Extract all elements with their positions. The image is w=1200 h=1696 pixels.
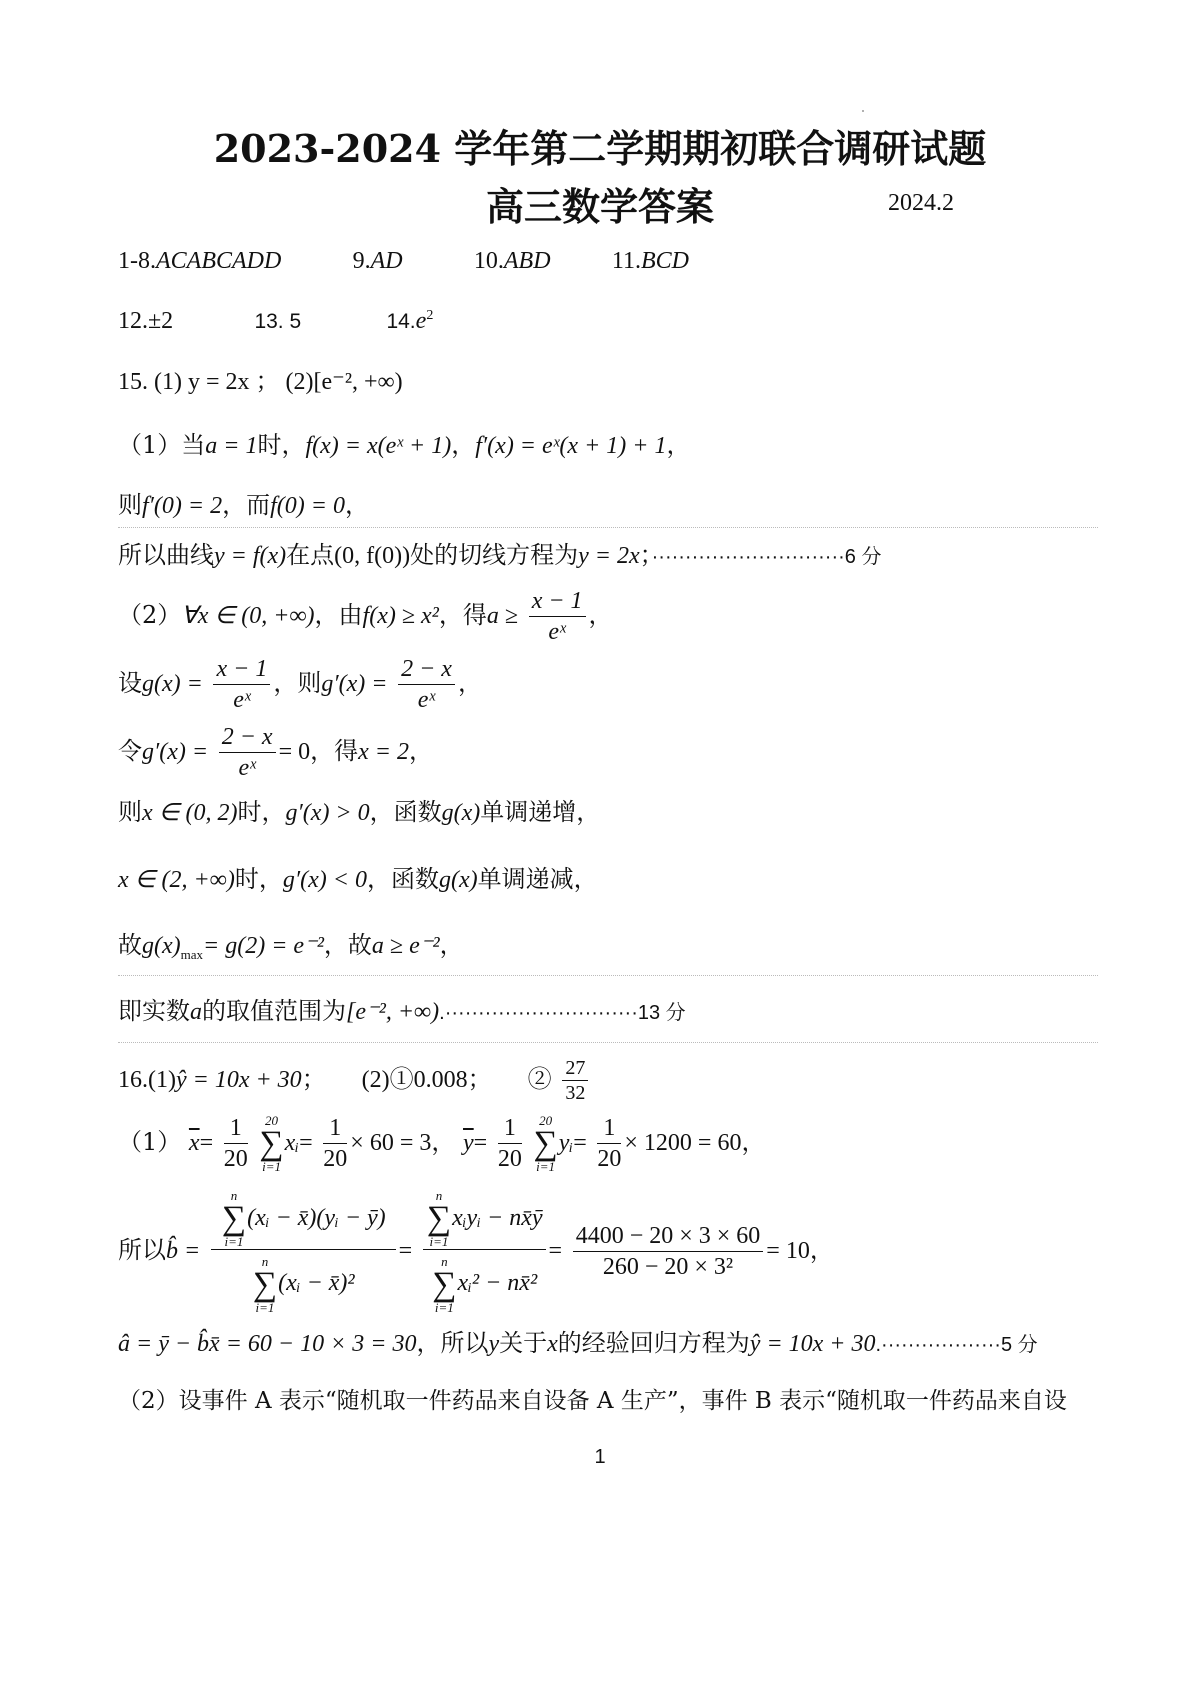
document-subtitle: 高三数学答案 [485, 184, 714, 229]
math: = [199, 1130, 214, 1156]
math: g′(x) < 0 [282, 867, 367, 893]
sum-upper: 20 [539, 1112, 553, 1128]
math: = [299, 1130, 313, 1156]
text: 令 [118, 737, 142, 765]
math: g(x) [441, 800, 481, 826]
sum-lower: i=1 [429, 1234, 449, 1250]
denominator: eˣ [238, 755, 256, 781]
math: x [547, 1331, 558, 1357]
denominator: 32 [565, 1082, 586, 1104]
numerator: xᵢyᵢ − nx̄ȳ [452, 1204, 543, 1231]
numerator: 1 [498, 1113, 522, 1144]
math: y = 2x [578, 543, 640, 569]
q15-line-3 [118, 540, 881, 572]
denominator: 20 [323, 1146, 348, 1172]
q1-8-answer: ACABCADD [156, 248, 282, 274]
denominator: 20 [597, 1146, 622, 1172]
text: 在点 [286, 541, 335, 569]
denominator: 20 [223, 1146, 248, 1172]
text: 单调递减， [477, 865, 598, 893]
choice-answers-line [118, 245, 689, 276]
sum-lower: i=1 [255, 1299, 275, 1315]
text: ， [809, 1236, 834, 1264]
q12-label: 12. [118, 308, 148, 334]
denominator: eˣ [417, 687, 436, 713]
q16-summary [118, 1048, 591, 1111]
math: y = f(x) [214, 543, 287, 569]
math: f(x) ≥ x² [362, 603, 439, 629]
sum-upper: n [441, 1253, 448, 1269]
math: f′(x) = eˣ(x + 1) + 1 [475, 433, 667, 459]
denominator: eˣ [548, 619, 566, 645]
text: ， [666, 431, 691, 459]
text: 即实数 [118, 997, 190, 1025]
math: a ≥ e⁻² [371, 933, 440, 959]
math: g′(x) = [142, 739, 209, 765]
text: 单调递增， [480, 798, 601, 826]
document-title: 2023-2024 学年第二学期期初联合调研试题 [213, 126, 987, 171]
fraction [213, 654, 270, 715]
math: = 10 [766, 1238, 810, 1264]
fill-answers-line [118, 301, 433, 337]
fraction [211, 1187, 396, 1316]
math: = [398, 1238, 413, 1264]
summation: n ∑ i=1 [252, 1253, 278, 1315]
text: ，函数 [366, 865, 439, 893]
numerator: x − 1 [213, 654, 270, 685]
section-divider [118, 527, 1098, 528]
text: ， [431, 1128, 456, 1156]
sum-lower: i=1 [262, 1158, 281, 1174]
numerator: x − 1 [529, 586, 586, 617]
text: ， [409, 737, 433, 765]
scan-speck [862, 110, 864, 112]
math: = 0 [278, 739, 311, 765]
text: 设 [118, 669, 142, 697]
q15-line-8 [118, 864, 598, 895]
math: x ∈ (2, +∞) [118, 867, 235, 893]
math: g′(x) > 0 [285, 800, 370, 826]
score: ·····························6 分 [651, 546, 882, 568]
q15-line-2 [118, 490, 369, 521]
numerator: 4400 − 20 × 3 × 60 [573, 1221, 764, 1252]
section-divider [118, 975, 1098, 976]
q9-answer: AD [370, 248, 403, 274]
sum-upper: 20 [265, 1112, 279, 1128]
q15-summary [118, 366, 403, 397]
text: 的经验回归方程为 [557, 1329, 750, 1357]
math: xᵢ [284, 1130, 300, 1156]
q10-label: 10. [473, 248, 504, 274]
numerator: (xᵢ − x̄)(yᵢ − ȳ) [247, 1204, 386, 1231]
math: a = 1 [205, 433, 258, 459]
q9-label: 9. [352, 248, 371, 274]
fraction [323, 1113, 347, 1174]
summation: 20 ∑ i=1 [259, 1112, 284, 1174]
math: $\overline{y}$ [463, 1130, 474, 1156]
text: ，则 [273, 669, 322, 697]
text: 处的切线方程为 [410, 541, 579, 569]
text: （2）设事件 A 表示“随机取一件药品来自设备 A 生产”，事件 B 表示“随机取一件药品来自设 [118, 1388, 1067, 1414]
q15-line-5 [118, 650, 482, 717]
q14-exponent: 2 [426, 308, 434, 323]
text: 所以曲线 [118, 541, 214, 569]
text: （1）当 [118, 431, 206, 459]
text: ，函数 [369, 798, 442, 826]
text: ， [741, 1128, 766, 1156]
denominator: (xᵢ − x̄)² [278, 1270, 355, 1297]
numerator: 1 [224, 1113, 248, 1144]
text: ， [451, 431, 476, 459]
text: 的取值范围为 [202, 997, 346, 1025]
text: （1） [118, 1128, 182, 1156]
math: g(x) [142, 933, 181, 959]
math: $\overline{x}$ [188, 1130, 200, 1156]
math: ∀x ∈ (0, +∞) [181, 603, 315, 629]
text: ； (2)①0.008； ② [301, 1067, 552, 1093]
sum-upper: n [230, 1188, 238, 1204]
fraction [573, 1221, 764, 1282]
score: .··················5 分 [875, 1334, 1038, 1356]
q15-line-6 [118, 718, 433, 785]
q16-line-2 [118, 1180, 834, 1321]
text: ， [588, 601, 613, 629]
q16-line-3 [118, 1328, 1038, 1360]
math: y [488, 1331, 500, 1357]
q14-answer: e [415, 308, 427, 334]
q11-answer: BCD [640, 248, 689, 274]
math: x ∈ (0, 2) [142, 800, 238, 826]
math: = [548, 1238, 563, 1264]
math: b̂ = [166, 1238, 201, 1264]
math: a [190, 999, 202, 1025]
text: 关于 [499, 1329, 548, 1357]
q15-line-4 [118, 582, 613, 649]
text: 时， [234, 865, 283, 893]
sum-upper: n [435, 1188, 443, 1204]
numerator: 27 [562, 1056, 588, 1081]
text: ， [457, 669, 482, 697]
fraction [529, 586, 586, 647]
q12-answer: ±2 [148, 308, 174, 334]
fraction [498, 1113, 522, 1174]
math: f(0) = 0 [270, 493, 345, 519]
q15-line-1 [118, 430, 690, 461]
math: yᵢ [558, 1130, 574, 1156]
summation: n ∑ i=1 [221, 1188, 247, 1250]
q16-line-4 [118, 1386, 1067, 1416]
q16-line-1 [118, 1106, 765, 1179]
page-number: 1 [594, 1446, 606, 1468]
math: a ≥ [486, 603, 519, 629]
math: × 60 = 3 [350, 1130, 432, 1156]
fraction [597, 1113, 621, 1174]
numerator: 2 − x [398, 654, 455, 685]
denominator: eˣ [233, 687, 251, 713]
q11-label: 11. [611, 248, 641, 274]
sum-lower: i=1 [536, 1158, 556, 1174]
sum-upper: n [261, 1253, 269, 1269]
document-date: 2024.2 [888, 190, 954, 216]
fraction [423, 1187, 546, 1316]
q13-answer: 13. 5 [254, 310, 302, 333]
text: （2） [118, 601, 182, 629]
text: ； [639, 541, 652, 569]
fraction [219, 722, 276, 783]
score: .·····························13 分 [439, 1002, 686, 1024]
text: 则 [118, 491, 142, 519]
numerator: 1 [597, 1113, 621, 1144]
text: ，故 [323, 931, 372, 959]
subscript: max [180, 946, 204, 962]
summation: n ∑ i=1 [426, 1188, 452, 1250]
summation: 20 ∑ i=1 [533, 1112, 558, 1174]
text: 故 [118, 931, 142, 959]
text: 则 [118, 798, 142, 826]
sum-lower: i=1 [434, 1299, 454, 1315]
text: 所以 [118, 1236, 166, 1264]
text: ， [344, 491, 369, 519]
fraction [562, 1056, 588, 1105]
q15-line-9 [118, 930, 464, 970]
math: g′(x) = [321, 671, 388, 697]
math: [e⁻², +∞) [346, 999, 440, 1025]
text: ，得 [438, 601, 487, 629]
text: ，而 [222, 491, 271, 519]
math: ŷ = 10x + 30 [175, 1067, 302, 1093]
text: 时， [237, 798, 286, 826]
math: (0, f(0)) [334, 543, 411, 569]
fraction [224, 1113, 248, 1174]
q14-label: 14. [386, 310, 416, 333]
math: = g(2) = e⁻² [203, 933, 324, 959]
math: g(x) [438, 867, 478, 893]
math: = [473, 1130, 488, 1156]
denominator: xᵢ² − nx̄² [457, 1270, 538, 1297]
q10-answer: ABD [503, 248, 551, 274]
text: ，由 [314, 601, 363, 629]
q15-line-10 [118, 996, 686, 1028]
math: g(x) = [142, 671, 203, 697]
text: ，得 [310, 737, 359, 765]
q15-line-7 [118, 797, 600, 828]
q1-8-label: 1-8. [118, 248, 156, 274]
text: ，所以 [416, 1329, 489, 1357]
math: â = ȳ − b̂x̄ = 60 − 10 × 3 = 30 [118, 1331, 417, 1357]
math: × 1200 = 60 [624, 1130, 742, 1156]
math: x = 2 [358, 739, 409, 765]
q15-summary-text: 15. (1) y = 2x ； (2)[e⁻², +∞) [118, 369, 403, 395]
summation: n ∑ i=1 [432, 1253, 457, 1315]
text: 时， [257, 431, 306, 459]
math: = [573, 1130, 587, 1156]
denominator: 260 − 20 × 3² [602, 1254, 734, 1280]
denominator: 20 [497, 1146, 522, 1172]
math: f′(0) = 2 [142, 493, 223, 519]
sum-lower: i=1 [224, 1234, 244, 1250]
text: ， [439, 931, 464, 959]
text: 16.(1) [118, 1067, 176, 1093]
numerator: 2 − x [219, 722, 276, 753]
numerator: 1 [323, 1113, 347, 1144]
fraction [398, 654, 455, 715]
math: f(x) = x(eˣ + 1) [305, 433, 452, 459]
math: ŷ = 10x + 30 [749, 1331, 876, 1357]
section-divider [118, 1042, 1098, 1043]
